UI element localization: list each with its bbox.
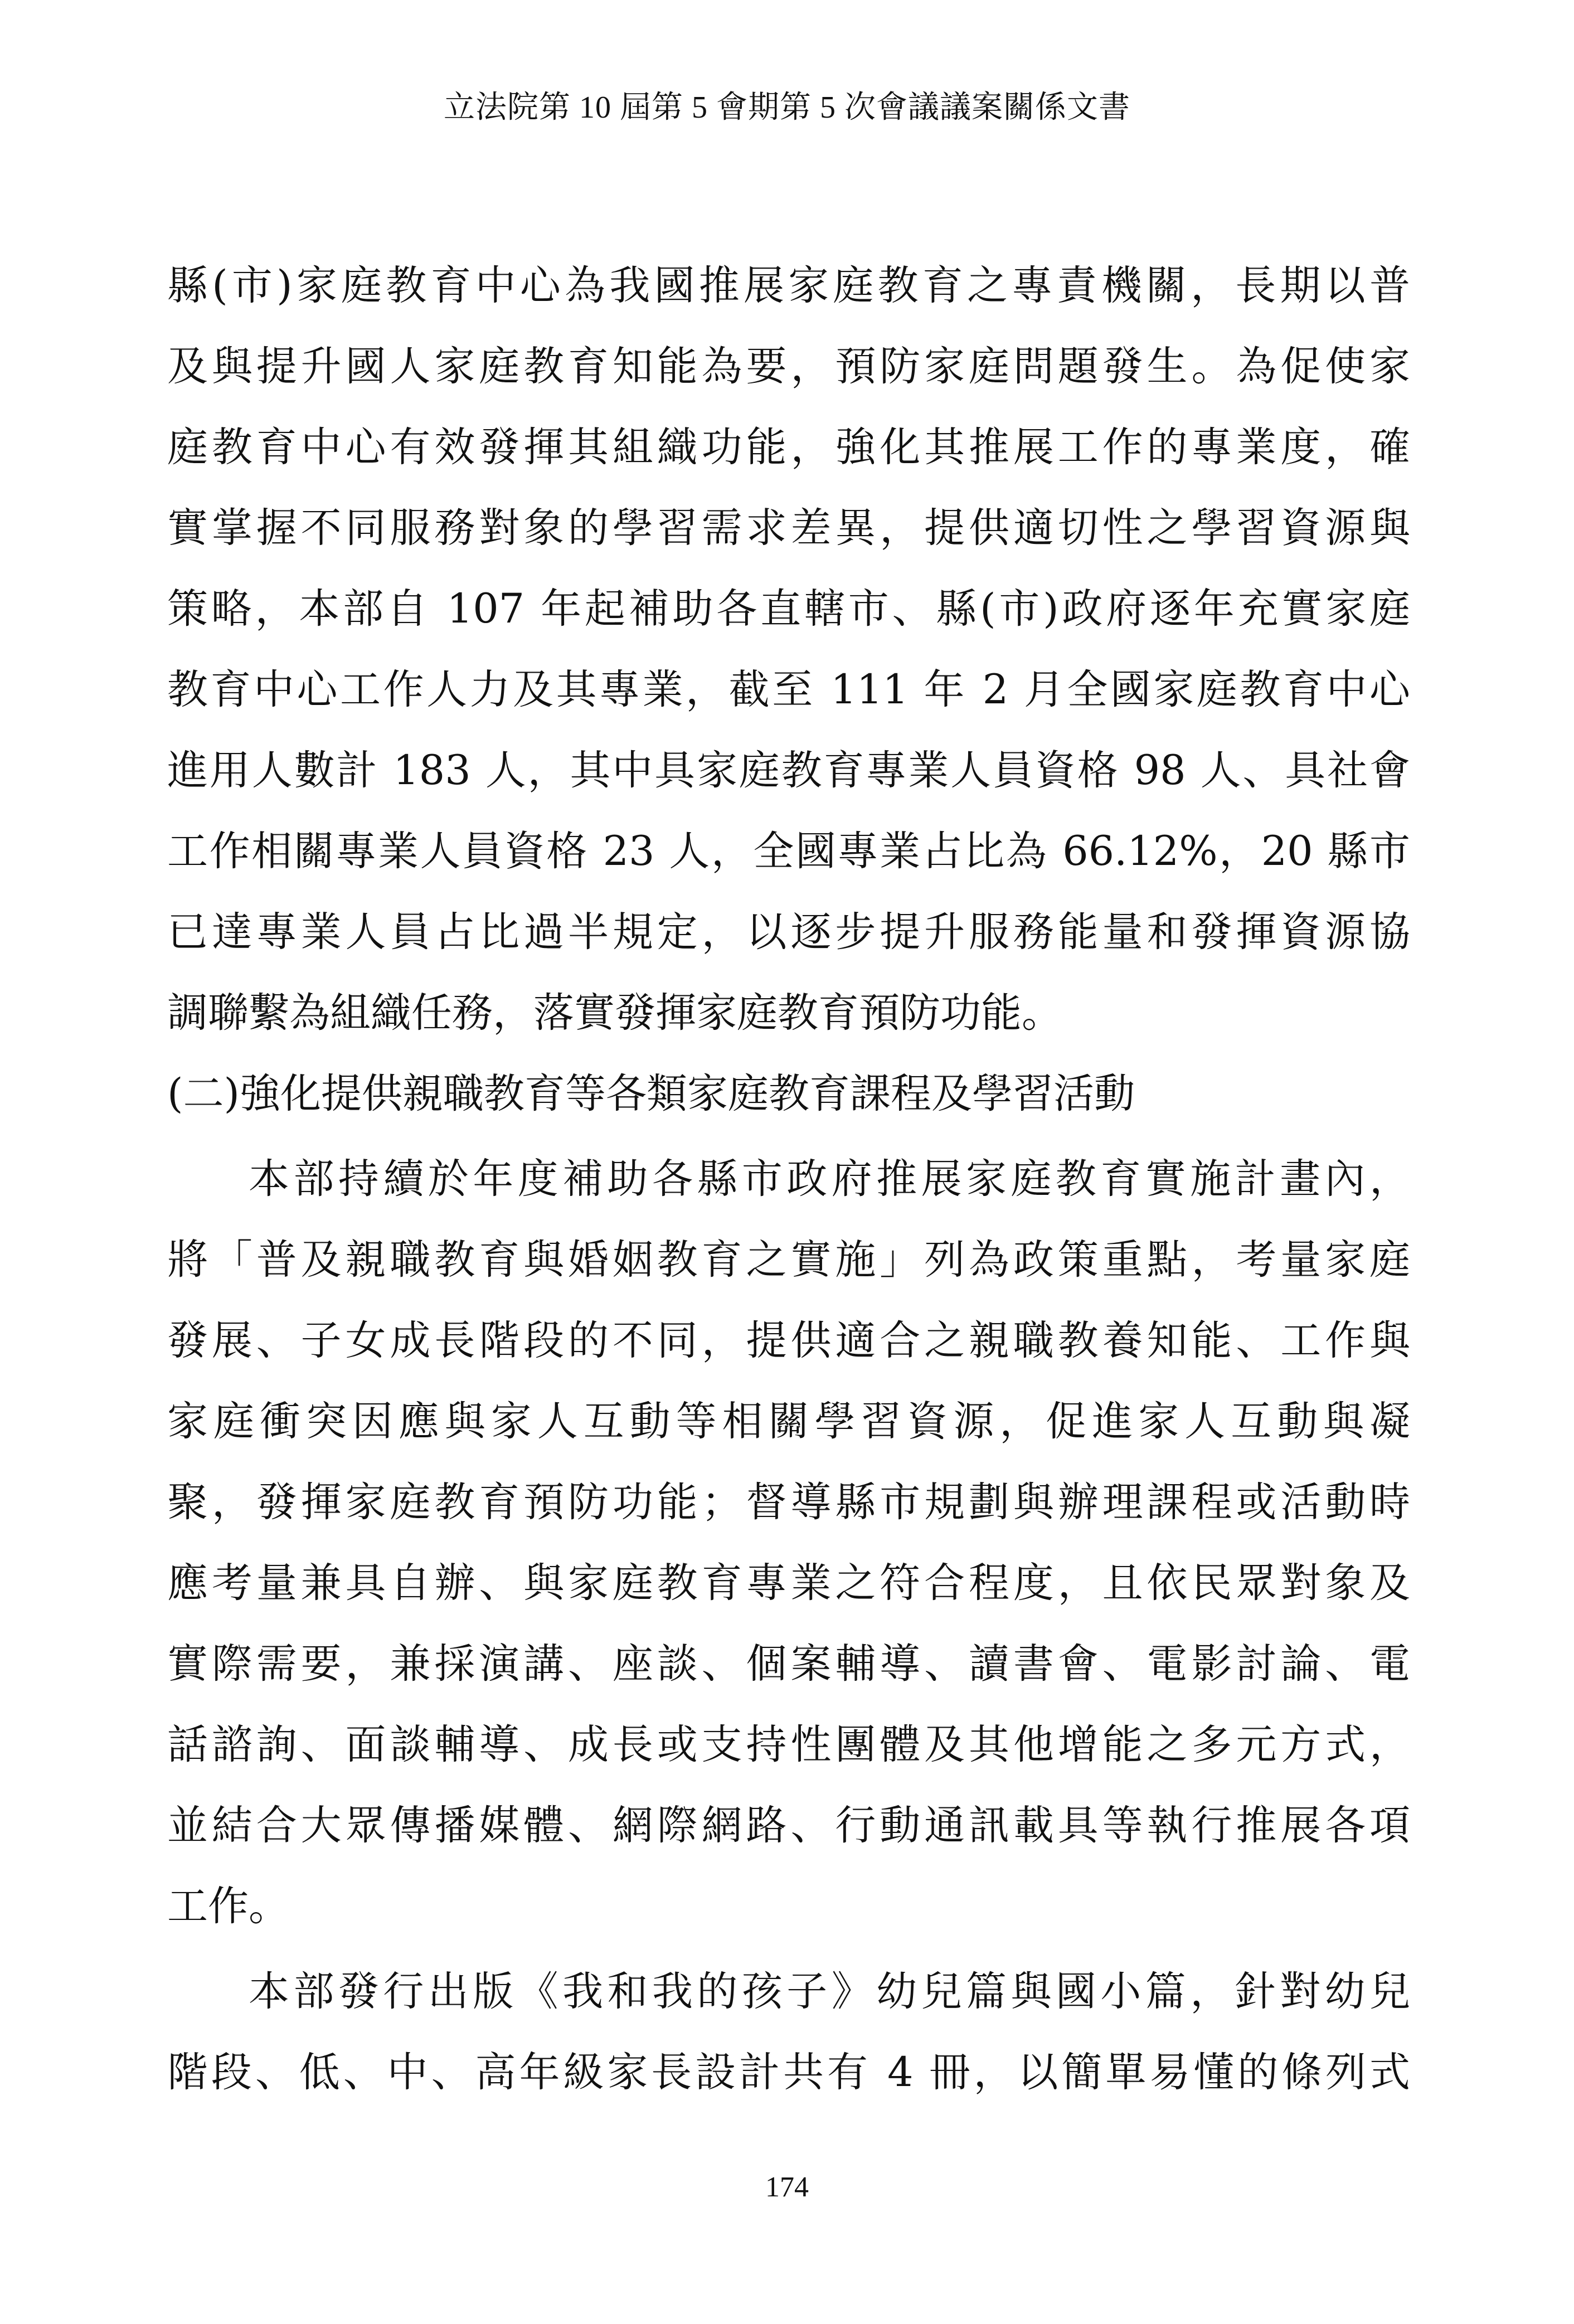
text-line: 教育中心工作人力及其專業，截至 111 年 2 月全國家庭教育中心 — [167, 666, 1410, 713]
text-line: 實際需要，兼採演講、座談、個案輔導、讀書會、電影討論、電 — [167, 1640, 1410, 1688]
text-line: 已達專業人員占比過半規定，以逐步提升服務能量和發揮資源協 — [167, 908, 1410, 956]
document-header-title: 立法院第 10 屆第 5 會期第 5 次會議議案關係文書 — [444, 90, 1130, 125]
text-line: 策略，本部自 107 年起補助各直轄市、縣(市)政府逐年充實家庭 — [167, 585, 1410, 633]
page-number: 174 — [765, 2171, 809, 2203]
paragraph-gap — [167, 1947, 1410, 1951]
text-line: 本部發行出版《我和我的孩子》幼兒篇與國小篇，針對幼兒 — [249, 1968, 1410, 2015]
text-line: 發展、子女成長階段的不同，提供適合之親職教養知能、工作與 — [167, 1317, 1410, 1364]
text-line: 縣(市)家庭教育中心為我國推展家庭教育之專責機關，長期以普 — [167, 262, 1410, 309]
text-line: 並結合大眾傳播媒體、網際網路、行動通訊載具等執行推展各項 — [167, 1802, 1410, 1849]
text-line: 本部持續於年度補助各縣市政府推展家庭教育實施計畫內， — [249, 1155, 1410, 1203]
text-line: 實掌握不同服務對象的學習需求差異，提供適切性之學習資源與 — [167, 504, 1410, 552]
text-line: 階段、低、中、高年級家長設計共有 4 冊，以簡單易懂的條列式 — [167, 2049, 1410, 2096]
document-body — [167, 245, 1410, 2113]
text-line: 及與提升國人家庭教育知能為要，預防家庭問題發生。為促使家 — [167, 343, 1410, 390]
text-line: 應考量兼具自辦、與家庭教育專業之符合程度，且依民眾對象及 — [167, 1559, 1410, 1607]
text-line: 家庭衝突因應與家人互動等相關學習資源，促進家人互動與凝 — [167, 1398, 1410, 1445]
text-line: 庭教育中心有效發揮其組織功能，強化其推展工作的專業度，確 — [167, 424, 1410, 471]
text-line: 話諮詢、面談輔導、成長或支持性團體及其他增能之多元方式， — [167, 1721, 1410, 1768]
paragraph-gap — [167, 1134, 1410, 1139]
text-line: 聚，發揮家庭教育預防功能；督導縣市規劃與辦理課程或活動時 — [167, 1479, 1410, 1526]
section-heading: (二)強化提供親職教育等各類家庭教育課程及學習活動 — [167, 1070, 1135, 1117]
text-line: 進用人數計 183 人，其中具家庭教育專業人員資格 98 人、具社會 — [167, 747, 1410, 794]
text-line: 調聯繫為組織任務，落實發揮家庭教育預防功能。 — [167, 989, 1062, 1037]
text-line: 工作。 — [167, 1883, 289, 1930]
text-line: 將「普及親職教育與婚姻教育之實施」列為政策重點，考量家庭 — [167, 1236, 1410, 1283]
text-line: 工作相關專業人員資格 23 人，全國專業占比為 66.12%，20 縣市 — [167, 828, 1410, 875]
